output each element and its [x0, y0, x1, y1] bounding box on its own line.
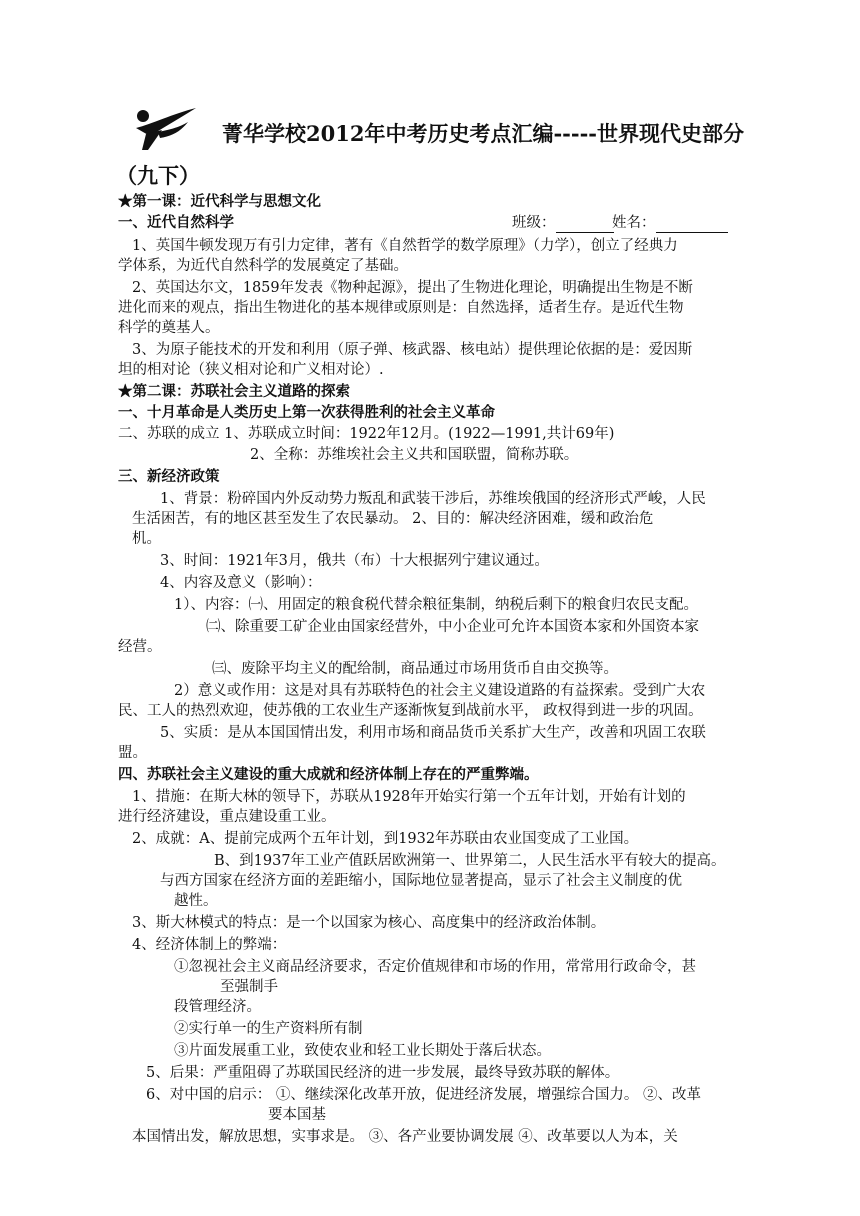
paragraph-line: 经营。: [118, 639, 162, 655]
lesson-2-section-3: 三、新经济政策: [118, 468, 220, 485]
class-field[interactable]: [512, 213, 614, 233]
paragraph-line: 民、工人的热烈欢迎，使苏俄的工农业生产逐渐恢复到战前水平， 政权得到进一步的巩固。: [118, 703, 703, 719]
paragraph-line: 6、对中国的启示： ①、继续深化改革开放，促进经济发展，增强综合国力。 ②、改革: [146, 1087, 701, 1103]
lesson-1-heading: ★第一课：近代科学与思想文化: [118, 193, 321, 210]
paragraph-line: ②实行单一的生产资料所有制: [174, 1021, 363, 1037]
paragraph-line: 5、实质：是从本国国情出发，利用市场和商品货币关系扩大生产，改善和巩固工农联: [160, 725, 706, 741]
paragraph-line: ③片面发展重工业，致使农业和轻工业长期处于落后状态。: [174, 1043, 551, 1059]
paragraph-line: 学体系，为近代自然科学的发展奠定了基础。: [118, 258, 408, 274]
lesson-2-section-4: 四、苏联社会主义建设的重大成就和经济体制上存在的严重弊端。: [118, 766, 539, 783]
paragraph-line: 生活困苦，有的地区甚至发生了农民暴动。 2、目的：解决经济困难，缓和政治危: [132, 511, 654, 527]
lesson-2-section-1: 一、十月革命是人类历史上第一次获得胜利的社会主义革命: [118, 404, 495, 421]
paragraph-line: ㈡、除重要工矿企业由国家经营外，中小企业可允许本国资本家和外国资本家: [206, 619, 699, 635]
paragraph-line: B、到1937年工业产值跃居欧洲第一、世界第二，人民生活水平有较大的提高。: [214, 853, 726, 869]
paragraph-line: 段管理经济。: [174, 999, 261, 1015]
paragraph-line: 盟。: [118, 745, 147, 761]
paragraph-line: 机。: [132, 531, 161, 547]
paragraph-line: 1、措施：在斯大林的领导下，苏联从1928年开始实行第一个五年计划，开始有计划的: [132, 789, 686, 805]
paragraph-line: 2、英国达尔文，1859年发表《物种起源》，提出了生物进化理论，明确提出生物是不断: [132, 280, 693, 296]
paragraph-line: 2、全称：苏维埃社会主义共和国联盟，简称苏联。: [250, 447, 579, 463]
paragraph-line: 要本国基: [268, 1107, 326, 1123]
lesson-1-section-1: 一、近代自然科学: [118, 214, 234, 231]
document-title: 菁华学校2012年中考历史考点汇编-----世界现代史部分: [222, 121, 745, 146]
paragraph-line: 3、为原子能技术的开发和利用（原子弹、核武器、核电站）提供理论依据的是：爱因斯: [132, 342, 693, 358]
class-label: 班级：: [512, 215, 556, 231]
paragraph-line: 5、后果：严重阻碍了苏联国民经济的进一步发展，最终导致苏联的解体。: [146, 1065, 620, 1081]
paragraph-line: 3、斯大林模式的特点：是一个以国家为核心、高度集中的经济政治体制。: [132, 915, 606, 931]
paragraph-line: 2）意义或作用：这是对具有苏联特色的社会主义建设道路的有益探索。受到广大农: [174, 683, 706, 699]
name-blank[interactable]: [656, 216, 728, 233]
name-field[interactable]: [612, 213, 728, 233]
name-label: 姓名：: [612, 215, 656, 231]
paragraph-line: 进化而来的观点，指出生物进化的基本规律或原则是：自然选择，适者生存。是近代生物: [118, 300, 684, 316]
paragraph-line: 1、背景：粉碎国内外反动势力叛乱和武装干涉后，苏维埃俄国的经济形式严峻，人民: [160, 491, 706, 507]
paragraph-line: 进行经济建设，重点建设重工业。: [118, 809, 336, 825]
paragraph-line: 3、时间：1921年3月，俄共（布）十大根据列宁建议通过。: [160, 553, 549, 569]
paragraph-line: 与西方国家在经济方面的差距缩小，国际地位显著提高，显示了社会主义制度的优: [160, 873, 682, 889]
document-subtitle: （九下）: [116, 163, 200, 188]
paragraph-line: 本国情出发，解放思想，实事求是。 ③、各产业要协调发展 ④、改革要以人为本，关: [132, 1129, 678, 1145]
paragraph-line: 科学的奠基人。: [118, 320, 220, 336]
paragraph-line: 4、经济体制上的弊端：: [132, 937, 287, 953]
paragraph-line: ①忽视社会主义商品经济要求，否定价值规律和市场的作用，常常用行政命令，甚: [174, 959, 696, 975]
lesson-2-section-2: 二、苏联的成立 1、苏联成立时间：1922年12月。(1922—1991,共计69年): [118, 426, 615, 442]
paragraph-line: 2、成就：A、提前完成两个五年计划，到1932年苏联由农业国变成了工业国。: [132, 831, 639, 847]
school-logo-icon: [132, 106, 198, 154]
lesson-2-heading: ★第二课：苏联社会主义道路的探索: [118, 383, 350, 400]
paragraph-line: ㈢、废除平均主义的配给制，商品通过市场用货币自由交换等。: [212, 661, 618, 677]
paragraph-line: 1）、内容：㈠、用固定的粮食税代替余粮征集制，纳税后剩下的粮食归农民支配。: [174, 597, 698, 613]
class-blank[interactable]: [556, 216, 614, 233]
paragraph-line: 坦的相对论（狭义相对论和广义相对论）.: [118, 362, 384, 378]
paragraph-line: 1、英国牛顿发现万有引力定律，著有《自然哲学的数学原理》（力学），创立了经典力: [132, 238, 678, 254]
paragraph-line: 4、内容及意义（影响）：: [160, 575, 322, 591]
paragraph-line: 至强制手: [220, 979, 278, 995]
paragraph-line: 越性。: [174, 893, 218, 909]
